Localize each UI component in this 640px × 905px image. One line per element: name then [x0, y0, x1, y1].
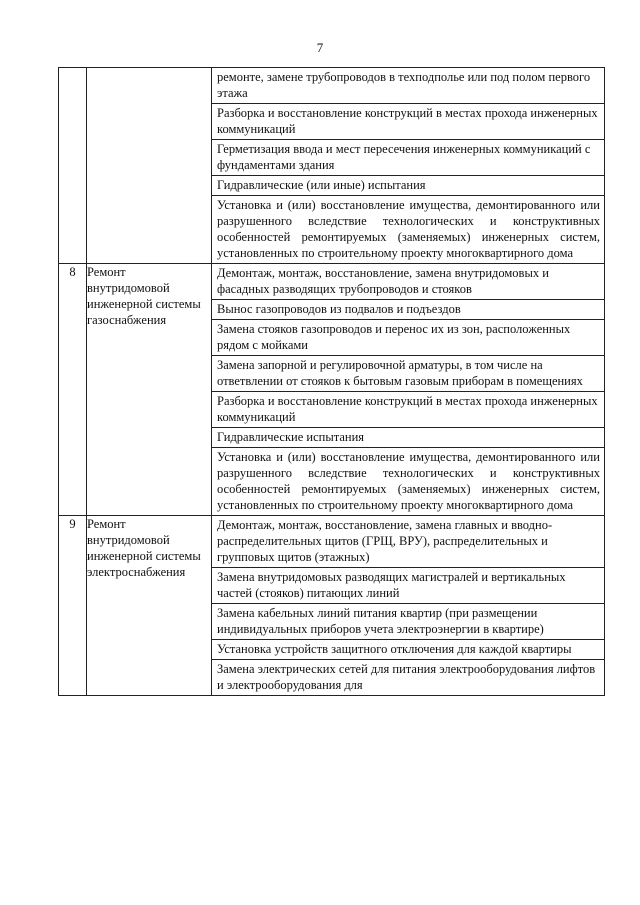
work-item: Установка и (или) восстановление имущества, демонтированного или разрушенного вследствие технологических и конструктивных особенностей ремонтируемых (заменяемых) инженерных систем, установленных по строительному проекту многоквартирного дома [217, 450, 600, 512]
work-item: Замена электрических сетей для питания электрооборудования лифтов и электрооборудования для [217, 662, 596, 692]
page-number: 7 [316, 40, 324, 55]
works-cell [212, 68, 605, 264]
table-row [59, 68, 605, 264]
works-cell [212, 516, 605, 696]
row-number: 9 [59, 516, 87, 696]
work-item: Установка и (или) восстановление имущества, демонтированного или разрушенного вследствие технологических и конструктивных особенностей ремонтируемых (заменяемых) инженерных систем, установленных по строительному проекту многоквартирного дома [217, 198, 600, 260]
works-cell [212, 264, 605, 516]
work-item: Замена кабельных линий питания квартир (при размещении индивидуальных приборов учета электроэнергии в квартире) [212, 604, 604, 640]
repair-works-table [58, 67, 605, 696]
row-number [59, 68, 87, 264]
work-item: Замена запорной и регулировочной арматуры, в том числе на ответвлении от стояков к бытовым газовым приборам в помещениях [212, 356, 604, 392]
work-item: Гидравлические (или иные) испытания [212, 176, 604, 196]
work-item: Гидравлические испытания [212, 428, 604, 448]
system-name [87, 68, 212, 264]
row-number: 8 [59, 264, 87, 516]
work-item: Установка устройств защитного отключения для каждой квартиры [212, 640, 604, 660]
work-item: Разборка и восстановление конструкций в местах прохода инженерных коммуникаций [212, 104, 604, 140]
system-name: Ремонт внутридомовой инженерной системы газоснабжения [87, 264, 212, 516]
work-item: Демонтаж, монтаж, восстановление, замена внутридомовых и фасадных разводящих трубопроводов и стояков [212, 264, 604, 300]
work-item: Вынос газопроводов из подвалов и подъездов [212, 300, 604, 320]
work-item: Демонтаж, монтаж, восстановление, замена главных и вводно-распределительных щитов (ГРЩ, ВРУ), распределительных и групповых щитов (этажных) [212, 516, 604, 568]
work-item: Герметизация ввода и мест пересечения инженерных коммуникаций с фундаментами здания [212, 140, 604, 176]
table-row [59, 516, 605, 696]
work-item: Замена внутридомовых разводящих магистралей и вертикальных частей (стояков) питающих линий [212, 568, 604, 604]
work-item: Замена стояков газопроводов и перенос их из зон, расположенных рядом с мойками [212, 320, 604, 356]
table-row [59, 264, 605, 516]
work-item: ремонте, замене трубопроводов в техподполье или под полом первого этажа [212, 68, 604, 104]
work-item: Разборка и восстановление конструкций в местах прохода инженерных коммуникаций [212, 392, 604, 428]
system-name: Ремонт внутридомовой инженерной системы электроснабжения [87, 516, 212, 696]
